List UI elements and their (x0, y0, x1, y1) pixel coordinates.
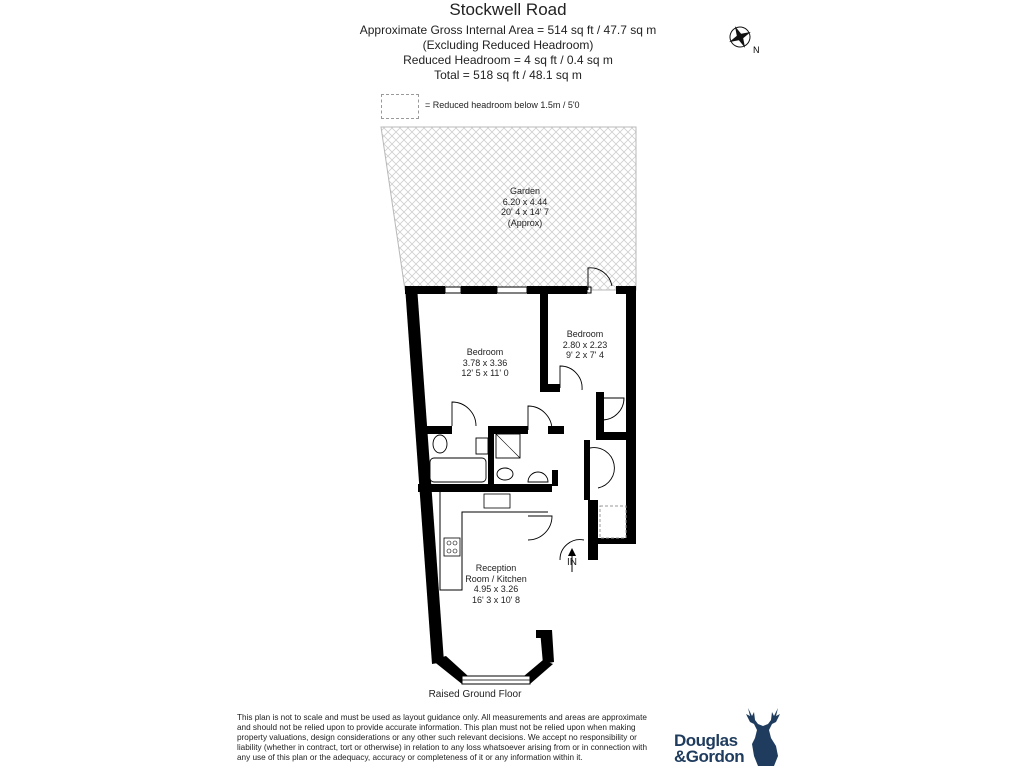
reduced-headroom-area (600, 506, 626, 538)
garden-label (501, 186, 549, 228)
kitchen-sink (484, 494, 510, 508)
room-note: (Approx) (507, 217, 543, 228)
brand-logo-text (674, 733, 744, 765)
bedroom-2-label (563, 329, 608, 361)
floor-label: Raised Ground Floor (428, 689, 522, 700)
gross-area-line: Approximate Gross Internal Area = 514 sq ft / 47.7 sq m (359, 23, 657, 37)
legend-label: = Reduced headroom below 1.5m / 5'0 (425, 100, 580, 110)
toilet (433, 435, 447, 453)
disclaimer-line: This plan is not to scale and must be used as layout guidance only. All measurements and areas are approximate (237, 713, 647, 722)
room-metric: 4.95 x 3.26 (473, 584, 519, 594)
logo-line-2: &Gordon (674, 747, 745, 766)
disclaimer-line: property valuations, design considerations or any other such relevant decisions. We accept no responsibility or (237, 733, 637, 742)
basin (476, 438, 488, 454)
room-imperial: 9' 2 x 7' 4 (566, 350, 604, 360)
room-name: Reception (475, 563, 517, 573)
disclaimer-line: liability (whether in contract, tort or otherwise) in relation to any loss whatsoever arising from or in connection with (237, 743, 648, 752)
room-metric: 2.80 x 2.23 (562, 339, 608, 350)
excluding-line: (Excluding Reduced Headroom) (422, 38, 594, 52)
wc-toilet (497, 468, 513, 480)
bedroom-1-label (461, 347, 508, 379)
room-metric: 3.78 x 3.36 (462, 357, 508, 368)
compass-north-label: N (753, 45, 760, 55)
room-name: Bedroom (466, 347, 504, 357)
room-name: Garden (509, 186, 541, 196)
room-metric: 6.20 x 4.44 (502, 196, 548, 207)
bay-window (432, 656, 553, 684)
logo-line-1: Douglas (674, 731, 738, 750)
plan-title: Stockwell Road (449, 0, 567, 19)
room-imperial: 16' 3 x 10' 8 (472, 594, 520, 605)
total-area-line: Total = 518 sq ft / 48.1 sq m (434, 68, 582, 82)
entrance-label: IN (567, 557, 577, 568)
disclaimer-line: and should not be relied upon to provide accurate information. This plan must not be relied upon when making (237, 723, 636, 732)
disclaimer-line: any use of this plan or the adequacy, accuracy or completeness of it or any information within it. (237, 753, 583, 762)
reduced-headroom-line: Reduced Headroom = 4 sq ft / 0.4 sq m (403, 53, 613, 67)
stag-logo-icon (740, 706, 786, 768)
room-name: Bedroom (566, 329, 604, 339)
room-imperial: 20' 4 x 14' 7 (501, 207, 549, 217)
room-imperial: 12' 5 x 11' 0 (461, 368, 509, 378)
disclaimer (237, 713, 667, 763)
room-name-cont: Room / Kitchen (465, 573, 527, 584)
hob (444, 538, 460, 556)
wc-basin (528, 472, 548, 482)
bathtub (430, 458, 486, 482)
reception-label (465, 563, 527, 605)
